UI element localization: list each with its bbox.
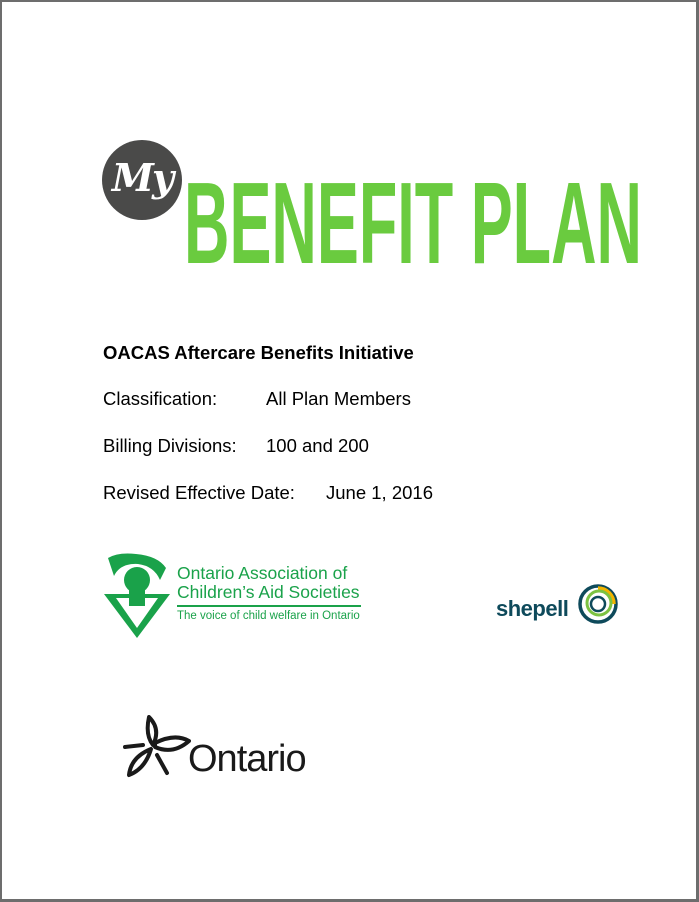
classification-label: Classification: <box>103 388 218 409</box>
benefit-plan-title-text: BENEFIT PLAN <box>184 160 642 268</box>
my-badge-text: My <box>111 155 173 200</box>
oacas-name-line2: Children’s Aid Societies <box>177 582 360 602</box>
oacas-divider <box>177 605 361 607</box>
plan-heading: OACAS Aftercare Benefits Initiative <box>103 342 414 363</box>
oacas-logo-text <box>177 564 361 622</box>
effective-date-label: Revised Effective Date: <box>103 482 295 503</box>
shepell-logo-text: shepell <box>496 596 569 621</box>
billing-label: Billing Divisions: <box>103 435 237 456</box>
my-badge <box>102 140 182 220</box>
classification-value: All Plan Members <box>266 388 411 409</box>
benefit-plan-title <box>184 160 644 268</box>
billing-value: 100 and 200 <box>266 435 369 456</box>
shepell-rings-icon <box>576 582 620 626</box>
effective-date-value: June 1, 2016 <box>326 482 433 503</box>
oacas-emblem-icon <box>102 550 172 640</box>
ontario-logo-text: Ontario <box>188 738 306 780</box>
oacas-name-line1: Ontario Association of <box>177 563 348 583</box>
oacas-tagline: The voice of child welfare in Ontario <box>177 609 360 622</box>
trillium-icon <box>123 715 191 779</box>
